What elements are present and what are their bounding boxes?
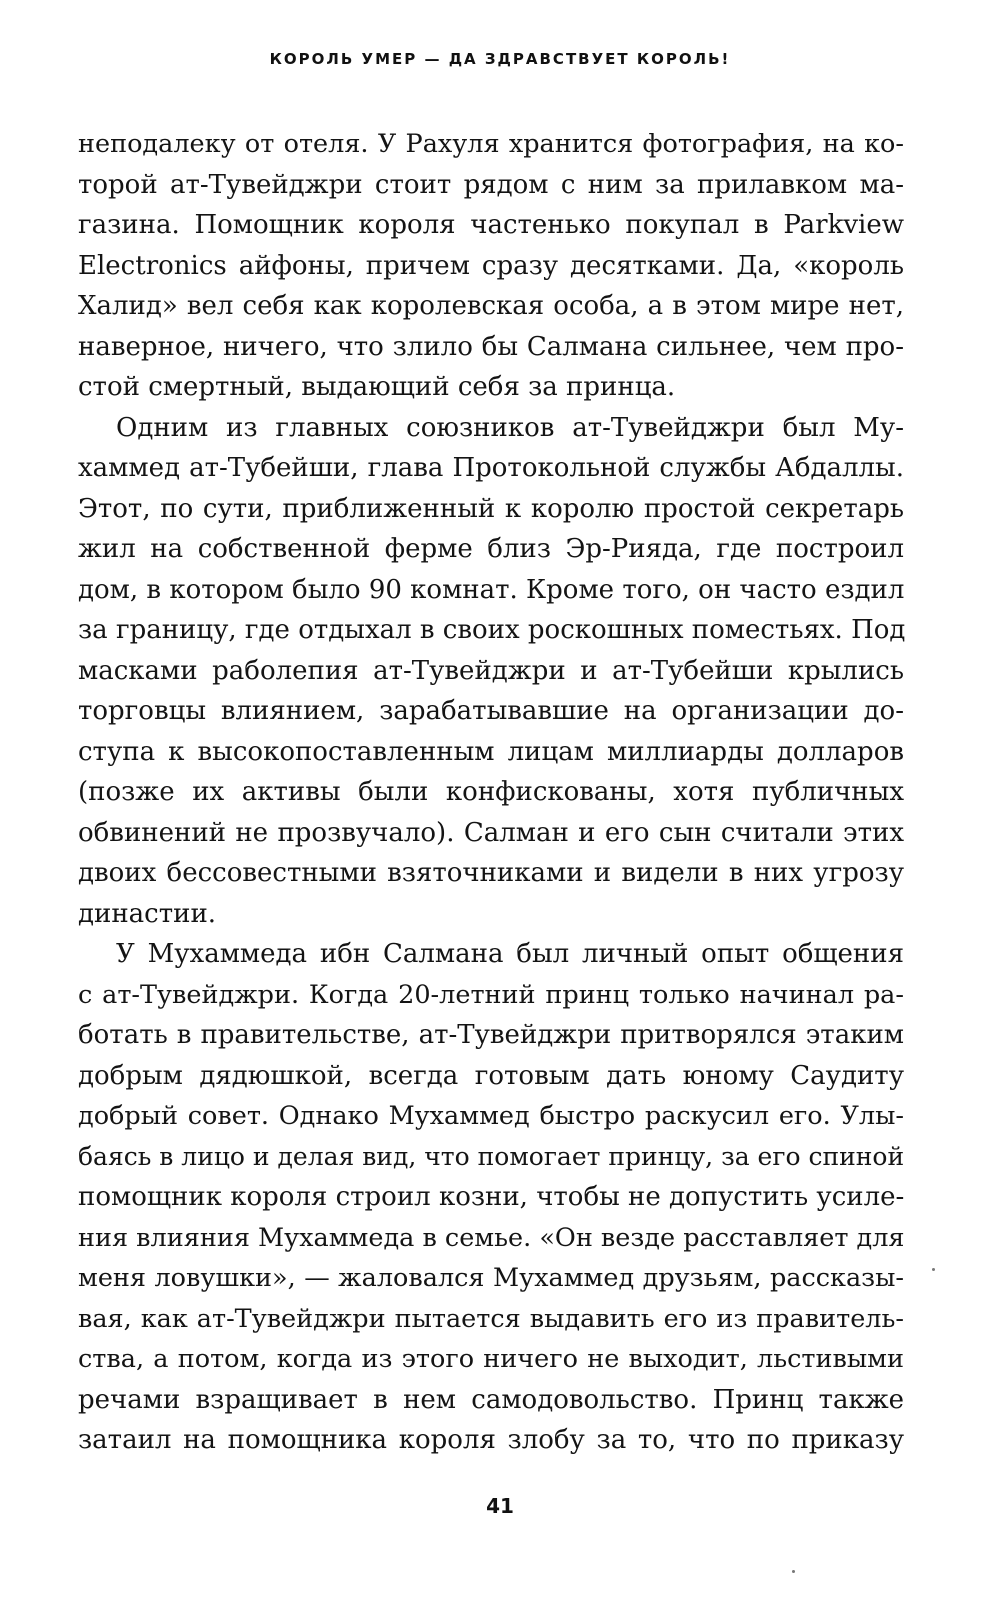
text-line: баясь в лицо и делая вид, что помогает принцу, за его спиной xyxy=(78,1141,905,1171)
print-speck xyxy=(932,1268,935,1271)
text-line: добрым дядюшкой, всегда готовым дать юному Саудиту xyxy=(78,1060,904,1091)
text-line: меня ловушки», — жаловался Мухаммед друзьям, рассказы- xyxy=(78,1263,904,1293)
text-line: за границу, где отдыхал в своих роскошных поместьях. Под xyxy=(78,615,906,645)
text-line: масками раболепия ат-Тувейджри и ат-Тубейши крылись xyxy=(78,655,904,686)
text-line: хаммед ат-Тубейши, глава Протокольной службы Абдаллы. xyxy=(78,453,904,483)
body-text xyxy=(78,124,904,1461)
text-line: торговцы влиянием, зарабатывавшие на организации до- xyxy=(78,696,904,726)
text-line: жил на собственной ферме близ Эр-Рияда, где построил xyxy=(78,534,904,564)
text-line: Этот, по сути, приближенный к королю простой секретарь xyxy=(78,493,904,524)
text-line: речами взращивает в нем самодовольство. Принц также xyxy=(78,1384,904,1415)
text-line: Одним из главных союзников ат-Тувейджри был Му- xyxy=(116,412,904,443)
text-line: помощник короля строил козни, чтобы не допустить усиле- xyxy=(78,1182,905,1212)
print-speck xyxy=(792,1570,795,1573)
text-line: добрый совет. Однако Мухаммед быстро раскусил его. Улы- xyxy=(78,1101,904,1131)
text-line: династии. xyxy=(78,898,217,929)
text-line: ступа к высокопоставленным лицам миллиарды долларов xyxy=(78,736,904,767)
text-line: стой смертный, выдающий себя за принца. xyxy=(78,372,676,402)
text-line: ния влияния Мухаммеда в семье. «Он везде расставляет для xyxy=(78,1222,905,1253)
text-line: газина. Помощник короля частенько покупал в Parkview xyxy=(78,210,904,240)
text-line: Electronics айфоны, причем сразу десятками. Да, «король xyxy=(78,250,904,281)
page-number: 41 xyxy=(486,1494,514,1518)
text-line: У Мухаммеда ибн Салмана был личный опыт общения xyxy=(116,939,904,969)
text-line: вая, как ат-Тувейджри пытается выдавить его из правитель- xyxy=(78,1303,904,1334)
running-head: КОРОЛЬ УМЕР — ДА ЗДРАВСТВУЕТ КОРОЛЬ! xyxy=(269,50,731,68)
text-line: затаил на помощника короля злобу за то, что по приказу xyxy=(78,1425,904,1455)
text-line: с ат-Тувейджри. Когда 20-летний принц только начинал ра- xyxy=(78,979,904,1010)
text-line: дом, в котором было 90 комнат. Кроме того, он часто ездил xyxy=(78,574,905,605)
text-line: неподалеку от отеля. У Рахуля хранится фотография, на ко- xyxy=(78,129,904,159)
text-line: наверное, ничего, что злило бы Салмана сильнее, чем про- xyxy=(78,331,904,362)
text-line: ства, а потом, когда из этого ничего не выходит, льстивыми xyxy=(78,1344,904,1374)
text-line: ботать в правительстве, ат-Тувейджри притворялся этаким xyxy=(78,1020,904,1050)
text-line: (позже их активы были конфискованы, хотя публичных xyxy=(78,777,904,807)
text-line: Халид» вел себя как королевская особа, а в этом мире нет, xyxy=(78,291,904,321)
text-line: торой ат-Тувейджри стоит рядом с ним за прилавком ма- xyxy=(78,169,904,200)
text-line: двоих бессовестными взяточниками и видели в них угрозу xyxy=(78,858,904,888)
text-line: обвинений не прозвучало). Салман и его сын считали этих xyxy=(78,817,904,848)
